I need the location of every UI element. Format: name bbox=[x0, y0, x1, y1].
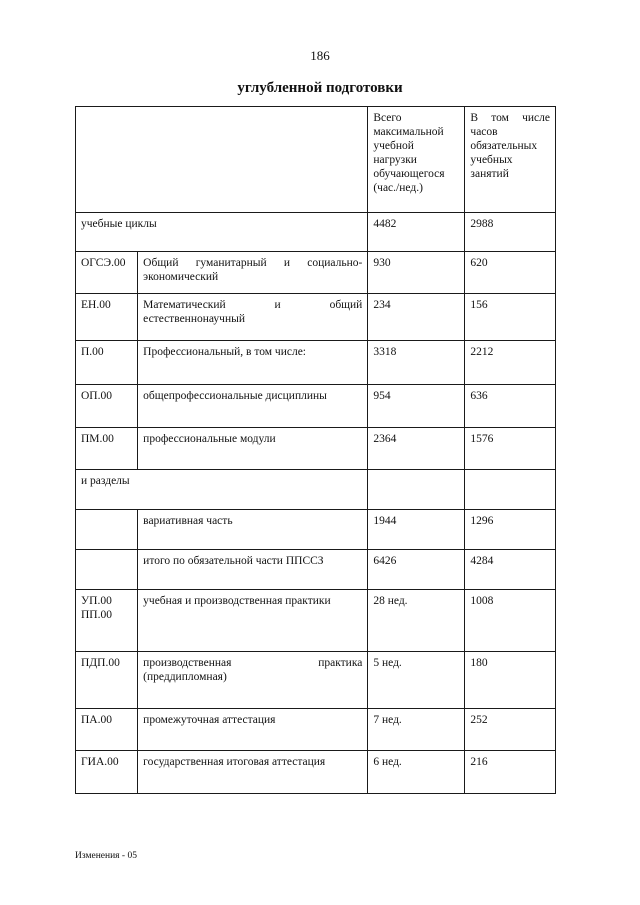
table-row bbox=[76, 751, 556, 794]
table-row bbox=[76, 385, 556, 428]
row-code: П.00 bbox=[76, 341, 138, 385]
row-name: учебные циклы bbox=[76, 213, 368, 252]
row-mandatory: 636 bbox=[465, 385, 556, 428]
row-total: 954 bbox=[368, 385, 465, 428]
row-name: государственная итоговая аттестация bbox=[138, 751, 368, 794]
row-code: ЕН.00 bbox=[76, 294, 138, 341]
row-code bbox=[76, 510, 138, 550]
row-mandatory: 156 bbox=[465, 294, 556, 341]
row-total: 4482 bbox=[368, 213, 465, 252]
row-name: общепрофессиональные дисциплины bbox=[138, 385, 368, 428]
row-total: 3318 bbox=[368, 341, 465, 385]
table-row bbox=[76, 294, 556, 341]
curriculum-table bbox=[75, 106, 556, 794]
table-row bbox=[76, 709, 556, 751]
row-mandatory: 252 bbox=[465, 709, 556, 751]
row-name: учебная и производственная практики bbox=[138, 590, 368, 652]
table-header-row bbox=[76, 107, 556, 213]
footer-revision: Изменения - 05 bbox=[75, 851, 137, 861]
row-code bbox=[76, 550, 138, 590]
table-row bbox=[76, 510, 556, 550]
row-name: производственная практика (преддипломная) bbox=[138, 652, 368, 709]
row-name: Общий гуманитарный и социально-экономический bbox=[138, 252, 368, 294]
row-total: 6426 bbox=[368, 550, 465, 590]
row-name: промежуточная аттестация bbox=[138, 709, 368, 751]
row-mandatory: 180 bbox=[465, 652, 556, 709]
row-mandatory: 4284 bbox=[465, 550, 556, 590]
table-row bbox=[76, 550, 556, 590]
row-total: 5 нед. bbox=[368, 652, 465, 709]
row-total: 930 bbox=[368, 252, 465, 294]
row-code: ОП.00 bbox=[76, 385, 138, 428]
header-mandatory-hours bbox=[465, 107, 556, 213]
row-name: профессиональные модули bbox=[138, 428, 368, 470]
header-empty-cell bbox=[76, 107, 368, 213]
row-total: 6 нед. bbox=[368, 751, 465, 794]
table-row bbox=[76, 213, 556, 252]
row-name: итого по обязательной части ППССЗ bbox=[138, 550, 368, 590]
row-code: ПДП.00 bbox=[76, 652, 138, 709]
row-total: 2364 bbox=[368, 428, 465, 470]
row-total: 234 bbox=[368, 294, 465, 341]
row-mandatory bbox=[465, 470, 556, 510]
row-name: Математический и общий естественнонаучный bbox=[138, 294, 368, 341]
row-mandatory: 1008 bbox=[465, 590, 556, 652]
table-row bbox=[76, 590, 556, 652]
table-row bbox=[76, 652, 556, 709]
section-heading: углубленной подготовки bbox=[237, 80, 403, 96]
row-mandatory: 1296 bbox=[465, 510, 556, 550]
row-name: и разделы bbox=[76, 470, 368, 510]
row-mandatory: 1576 bbox=[465, 428, 556, 470]
table-row bbox=[76, 341, 556, 385]
row-code-line: УП.00 bbox=[81, 595, 112, 607]
row-total: 28 нед. bbox=[368, 590, 465, 652]
row-code bbox=[76, 590, 138, 652]
table-row bbox=[76, 470, 556, 510]
header-total-load-text: Всего максимальной учебной нагрузки обучающегося (час./нед.) bbox=[373, 112, 445, 194]
row-code: ПА.00 bbox=[76, 709, 138, 751]
row-mandatory: 2988 bbox=[465, 213, 556, 252]
row-total: 1944 bbox=[368, 510, 465, 550]
row-code: ГИА.00 bbox=[76, 751, 138, 794]
row-code-line: ПП.00 bbox=[81, 609, 112, 621]
table-row bbox=[76, 428, 556, 470]
row-code: ПМ.00 bbox=[76, 428, 138, 470]
row-mandatory: 2212 bbox=[465, 341, 556, 385]
row-total: 7 нед. bbox=[368, 709, 465, 751]
header-mandatory-hours-text: В том числе часов обязательных учебных занятий bbox=[470, 112, 550, 180]
table-row bbox=[76, 252, 556, 294]
row-total bbox=[368, 470, 465, 510]
header-total-load bbox=[368, 107, 465, 213]
row-name: вариативная часть bbox=[138, 510, 368, 550]
page-number: 186 bbox=[310, 48, 330, 63]
row-mandatory: 216 bbox=[465, 751, 556, 794]
row-code: ОГСЭ.00 bbox=[76, 252, 138, 294]
row-name: Профессиональный, в том числе: bbox=[138, 341, 368, 385]
row-mandatory: 620 bbox=[465, 252, 556, 294]
